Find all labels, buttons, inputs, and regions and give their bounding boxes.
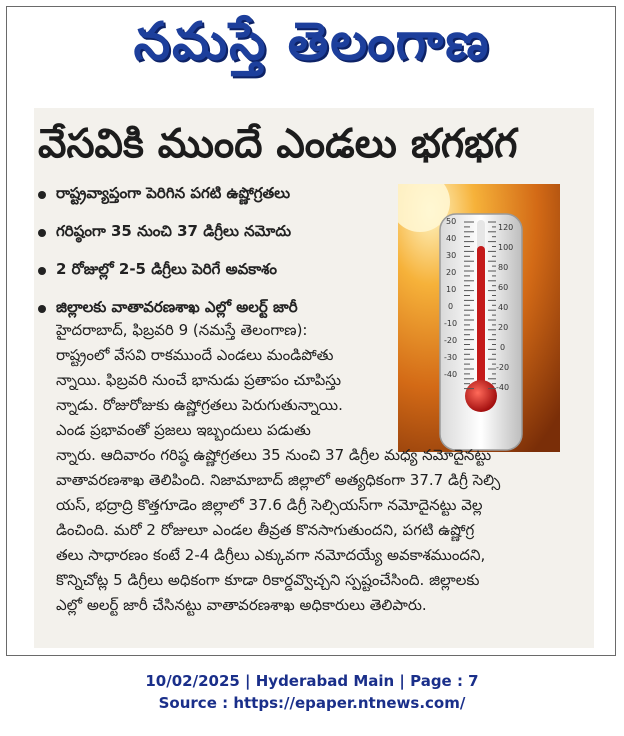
highlight-item: [38, 214, 398, 252]
highlights-list: [38, 176, 398, 328]
newspaper-logo: నమస్తే తెలంగాణ: [133, 12, 491, 72]
highlight-item: [38, 252, 398, 290]
body-line: తలు సాధారణం కంటే 2-4 డిగ్రీలు ఎక్కువగా నమోదయ్యే అవకాశముందని,: [56, 546, 486, 564]
body-line: రాష్ట్రంలో వేసవి రాకముందే ఎండలు మండిపోతు: [56, 346, 334, 364]
body-line: వాతావరణశాఖ తెలిపింది. నిజామాబాద్ జిల్లాలో అత్యధికంగా 37.7 డిగ్రీ సెల్సి: [56, 471, 501, 489]
body-line: హైదరాబాద్, ఫిబ్రవరి 9 (నమస్తే తెలంగాణ):: [56, 321, 308, 339]
highlight-text: జిల్లాలకు వాతావరణశాఖ ఎల్లో అలర్ట్ జారీ: [56, 298, 298, 316]
highlight-item: [38, 176, 398, 214]
fahrenheit-tick-label: -20: [496, 363, 510, 372]
highlight-text: గరిష్ఠంగా 35 నుంచి 37 డిగ్రీలు నమోదు: [56, 222, 292, 240]
body-line: న్నారు. ఆదివారం గరిష్ఠ ఉష్ణోగ్రతలు 35 నుంచి 37 డిగ్రీల మధ్య నమోదైనట్టు: [56, 446, 492, 464]
bullet-icon: [38, 267, 46, 275]
dateline: 10/02/2025 | Hyderabad Main | Page : 7: [145, 672, 479, 690]
celsius-tick-label: 50: [446, 217, 457, 226]
article-headline: వేసవికి ముందే ఎండలు భగభగ: [38, 121, 518, 167]
fahrenheit-tick-label: 80: [498, 263, 509, 272]
fahrenheit-tick-label: 20: [498, 323, 509, 332]
bullet-icon: [38, 191, 46, 199]
fahrenheit-tick-label: 0: [500, 343, 506, 352]
celsius-tick-label: 0: [448, 302, 454, 311]
footer: [0, 670, 624, 714]
fahrenheit-tick-label: 40: [498, 303, 509, 312]
celsius-tick-label: -10: [444, 319, 458, 328]
celsius-tick-label: 30: [446, 251, 457, 260]
highlight-text: 2 రోజుల్లో 2-5 డిగ్రీలు పెరిగే అవకాశం: [56, 260, 277, 278]
highlight-text: రాష్ట్రవ్యాప్తంగా పెరిగిన పగటి ఉష్ణోగ్రతలు: [56, 184, 291, 202]
fahrenheit-tick-label: -40: [496, 383, 510, 392]
bullet-icon: [38, 305, 46, 313]
fahrenheit-tick-label: 60: [498, 283, 509, 292]
masthead: [0, 0, 624, 88]
celsius-tick-label: -30: [444, 353, 458, 362]
bullet-icon: [38, 229, 46, 237]
body-line: న్నాడు. రోజురోజుకు ఉష్ణోగ్రతలు పెరుగుతున్నాయి.: [56, 396, 343, 414]
body-line: కొన్నిచోట్ల 5 డిగ్రీలు అధికంగా కూడా రికార్డవ్వొచ్చని స్పష్టంచేసింది. జిల్లాలకు: [56, 571, 480, 589]
fahrenheit-tick-label: 100: [498, 243, 514, 252]
celsius-tick-label: 40: [446, 234, 457, 243]
article-body: [56, 318, 590, 618]
celsius-tick-label: -20: [444, 336, 458, 345]
body-line: ఎల్లో అలర్ట్ జారీ చేసినట్టు వాతావరణశాఖ అధికారులు తెలిపారు.: [56, 596, 427, 614]
celsius-tick-label: 20: [446, 268, 457, 277]
body-line: యస్, భద్రాద్రి కొత్తగూడెం జిల్లాలో 37.6 డిగ్రీ సెల్సియస్‌గా నమోదైనట్టు వెల్ల: [56, 496, 483, 514]
celsius-tick-label: 10: [446, 285, 457, 294]
fahrenheit-tick-label: 120: [498, 223, 514, 232]
source-link[interactable]: Source : https://epaper.ntnews.com/: [158, 694, 466, 712]
body-line: ఎండ ప్రభావంతో ప్రజలు ఇబ్బందులు పడుతు: [56, 421, 311, 439]
celsius-tick-label: -40: [444, 370, 458, 379]
body-line: డించింది. మరో 2 రోజులూ ఎండల తీవ్రత కొనసాగుతుందని, పగటి ఉష్ణోగ్ర: [56, 521, 475, 539]
body-line: న్నాయి. ఫిబ్రవరి నుంచే భానుడు ప్రతాపం చూపిస్తు: [56, 371, 342, 389]
